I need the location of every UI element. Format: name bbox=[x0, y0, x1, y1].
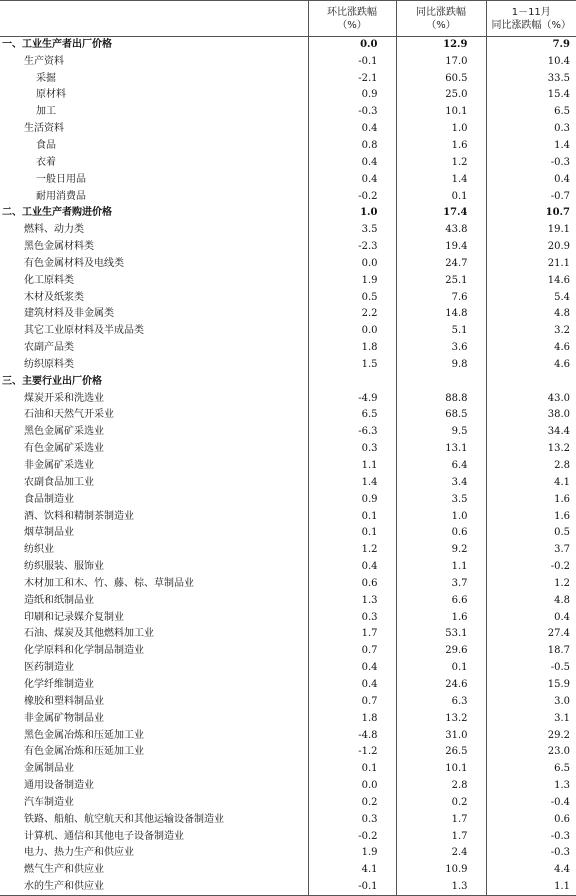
value-ytd: -0.5 bbox=[486, 660, 576, 677]
table-row bbox=[0, 104, 576, 121]
value-ytd: 10.4 bbox=[486, 53, 576, 70]
row-label: 金属制品业 bbox=[0, 761, 308, 778]
value-yoy: 53.1 bbox=[396, 626, 486, 643]
value-ytd: 3.7 bbox=[486, 542, 576, 559]
row-label: 食品 bbox=[0, 138, 308, 155]
table-row bbox=[0, 222, 576, 239]
value-mom: 0.8 bbox=[308, 138, 396, 155]
value-yoy: 2.4 bbox=[396, 845, 486, 862]
value-mom: 0.3 bbox=[308, 609, 396, 626]
value-yoy: 1.1 bbox=[396, 559, 486, 576]
row-label: 铁路、船舶、航空航天和其他运输设备制造业 bbox=[0, 811, 308, 828]
value-ytd: 29.2 bbox=[486, 727, 576, 744]
row-label: 农副食品加工业 bbox=[0, 474, 308, 491]
value-yoy: 17.4 bbox=[396, 205, 486, 222]
value-ytd: 5.4 bbox=[486, 289, 576, 306]
table-row bbox=[0, 424, 576, 441]
value-mom: 1.8 bbox=[308, 710, 396, 727]
header-mom-line1: 环比涨跌幅 bbox=[309, 6, 396, 19]
row-label: 化学纤维制造业 bbox=[0, 677, 308, 694]
value-mom: 0.0 bbox=[308, 323, 396, 340]
value-yoy: 3.5 bbox=[396, 491, 486, 508]
value-mom: 6.5 bbox=[308, 407, 396, 424]
table-body bbox=[0, 37, 576, 896]
row-label: 石油和天然气开采业 bbox=[0, 407, 308, 424]
table-row bbox=[0, 660, 576, 677]
row-label: 有色金属材料及电线类 bbox=[0, 255, 308, 272]
value-mom: 0.4 bbox=[308, 677, 396, 694]
value-yoy: 6.4 bbox=[396, 458, 486, 475]
table-row bbox=[0, 407, 576, 424]
value-ytd: 23.0 bbox=[486, 744, 576, 761]
value-ytd: 43.0 bbox=[486, 390, 576, 407]
value-mom: 4.1 bbox=[308, 862, 396, 879]
row-label: 三、主要行业出厂价格 bbox=[0, 373, 308, 390]
row-label: 生产资料 bbox=[0, 53, 308, 70]
value-ytd: 2.8 bbox=[486, 458, 576, 475]
table-row bbox=[0, 811, 576, 828]
header-blank bbox=[0, 1, 308, 37]
row-label: 燃气生产和供应业 bbox=[0, 862, 308, 879]
value-ytd: 34.4 bbox=[486, 424, 576, 441]
table-row bbox=[0, 255, 576, 272]
value-mom: 0.3 bbox=[308, 811, 396, 828]
row-label: 黑色金属冶炼和压延加工业 bbox=[0, 727, 308, 744]
value-ytd: 0.5 bbox=[486, 525, 576, 542]
value-mom: 0.0 bbox=[308, 255, 396, 272]
table-row bbox=[0, 525, 576, 542]
value-yoy: 3.6 bbox=[396, 340, 486, 357]
table-row bbox=[0, 609, 576, 626]
value-ytd: 4.6 bbox=[486, 357, 576, 374]
value-mom: 0.1 bbox=[308, 508, 396, 525]
value-yoy: 5.1 bbox=[396, 323, 486, 340]
value-mom: 1.8 bbox=[308, 340, 396, 357]
table-row bbox=[0, 491, 576, 508]
value-ytd: 6.5 bbox=[486, 104, 576, 121]
section-row bbox=[0, 373, 576, 390]
value-mom: -4.9 bbox=[308, 390, 396, 407]
value-yoy: 26.5 bbox=[396, 744, 486, 761]
table-row bbox=[0, 458, 576, 475]
table-row bbox=[0, 744, 576, 761]
value-ytd: 3.0 bbox=[486, 693, 576, 710]
row-label: 其它工业原材料及半成品类 bbox=[0, 323, 308, 340]
row-label: 纺织业 bbox=[0, 542, 308, 559]
value-ytd: -0.7 bbox=[486, 188, 576, 205]
row-label: 木材及纸浆类 bbox=[0, 289, 308, 306]
value-ytd: 4.8 bbox=[486, 306, 576, 323]
value-ytd: 27.4 bbox=[486, 626, 576, 643]
value-yoy: 68.5 bbox=[396, 407, 486, 424]
value-ytd: 0.6 bbox=[486, 811, 576, 828]
value-ytd: 3.1 bbox=[486, 710, 576, 727]
value-yoy: 1.6 bbox=[396, 138, 486, 155]
row-label: 化学原料和化学制品制造业 bbox=[0, 643, 308, 660]
table-row bbox=[0, 272, 576, 289]
table-row bbox=[0, 592, 576, 609]
value-yoy: 60.5 bbox=[396, 70, 486, 87]
header-yoy bbox=[396, 1, 486, 37]
value-ytd: 15.4 bbox=[486, 87, 576, 104]
value-yoy: 3.7 bbox=[396, 576, 486, 593]
table-row bbox=[0, 879, 576, 896]
value-yoy: 0.1 bbox=[396, 660, 486, 677]
row-label: 燃料、动力类 bbox=[0, 222, 308, 239]
table-row bbox=[0, 188, 576, 205]
row-label: 黑色金属矿采选业 bbox=[0, 424, 308, 441]
table-row bbox=[0, 306, 576, 323]
row-label: 烟草制品业 bbox=[0, 525, 308, 542]
value-yoy: 9.8 bbox=[396, 357, 486, 374]
value-ytd: -0.2 bbox=[486, 559, 576, 576]
value-mom: 0.4 bbox=[308, 154, 396, 171]
row-label: 化工原料类 bbox=[0, 272, 308, 289]
value-mom: -2.3 bbox=[308, 239, 396, 256]
value-ytd: 1.2 bbox=[486, 576, 576, 593]
row-label: 煤炭开采和洗选业 bbox=[0, 390, 308, 407]
value-mom: 1.3 bbox=[308, 592, 396, 609]
value-mom: 1.4 bbox=[308, 474, 396, 491]
row-label: 耐用消费品 bbox=[0, 188, 308, 205]
table-row bbox=[0, 542, 576, 559]
table-row bbox=[0, 323, 576, 340]
value-mom: -1.2 bbox=[308, 744, 396, 761]
row-label: 木材加工和木、竹、藤、棕、草制品业 bbox=[0, 576, 308, 593]
value-mom bbox=[308, 373, 396, 390]
table-row bbox=[0, 138, 576, 155]
value-mom: -0.2 bbox=[308, 188, 396, 205]
value-yoy: 1.2 bbox=[396, 154, 486, 171]
value-ytd: 1.4 bbox=[486, 138, 576, 155]
row-label: 石油、煤炭及其他燃料加工业 bbox=[0, 626, 308, 643]
value-yoy: 6.6 bbox=[396, 592, 486, 609]
value-yoy: 24.6 bbox=[396, 677, 486, 694]
value-ytd: 6.5 bbox=[486, 761, 576, 778]
header-ytd bbox=[486, 1, 576, 37]
row-label: 加工 bbox=[0, 104, 308, 121]
row-label: 水的生产和供应业 bbox=[0, 879, 308, 896]
row-label: 电力、热力生产和供应业 bbox=[0, 845, 308, 862]
value-yoy: 1.7 bbox=[396, 828, 486, 845]
value-yoy: 6.3 bbox=[396, 693, 486, 710]
header-ytd-line2: 同比涨跌幅（%） bbox=[487, 19, 576, 32]
value-mom: 0.3 bbox=[308, 441, 396, 458]
row-label: 印刷和记录媒介复制业 bbox=[0, 609, 308, 626]
value-ytd: -0.3 bbox=[486, 845, 576, 862]
value-yoy: 10.1 bbox=[396, 104, 486, 121]
value-ytd: 0.4 bbox=[486, 609, 576, 626]
table-row bbox=[0, 828, 576, 845]
row-label: 造纸和纸制品业 bbox=[0, 592, 308, 609]
table-row bbox=[0, 626, 576, 643]
value-mom: -0.3 bbox=[308, 104, 396, 121]
value-yoy: 17.0 bbox=[396, 53, 486, 70]
value-ytd: 20.9 bbox=[486, 239, 576, 256]
value-mom: 0.0 bbox=[308, 778, 396, 795]
header-mom-line2: （%） bbox=[309, 19, 396, 32]
table-row bbox=[0, 390, 576, 407]
table-row bbox=[0, 154, 576, 171]
header-ytd-line1: 1－11月 bbox=[487, 6, 576, 19]
table-row bbox=[0, 87, 576, 104]
table-row bbox=[0, 70, 576, 87]
table-row bbox=[0, 441, 576, 458]
value-ytd: 33.5 bbox=[486, 70, 576, 87]
table-row bbox=[0, 559, 576, 576]
value-yoy: 25.1 bbox=[396, 272, 486, 289]
value-yoy: 24.7 bbox=[396, 255, 486, 272]
table-row bbox=[0, 357, 576, 374]
value-mom: 0.2 bbox=[308, 794, 396, 811]
row-label: 农副产品类 bbox=[0, 340, 308, 357]
value-mom: 1.1 bbox=[308, 458, 396, 475]
value-yoy: 10.9 bbox=[396, 862, 486, 879]
value-ytd: 1.6 bbox=[486, 508, 576, 525]
value-yoy: 9.2 bbox=[396, 542, 486, 559]
table-row bbox=[0, 121, 576, 138]
table-row bbox=[0, 862, 576, 879]
row-label: 酒、饮料和精制茶制造业 bbox=[0, 508, 308, 525]
row-label: 汽车制造业 bbox=[0, 794, 308, 811]
row-label: 一、工业生产者出厂价格 bbox=[0, 37, 308, 54]
row-label: 一般日用品 bbox=[0, 171, 308, 188]
value-yoy: 13.2 bbox=[396, 710, 486, 727]
table-header bbox=[0, 1, 576, 37]
value-mom: 3.5 bbox=[308, 222, 396, 239]
value-yoy: 14.8 bbox=[396, 306, 486, 323]
value-yoy: 3.4 bbox=[396, 474, 486, 491]
value-ytd: 0.3 bbox=[486, 121, 576, 138]
row-label: 建筑材料及非金属类 bbox=[0, 306, 308, 323]
value-yoy: 1.0 bbox=[396, 121, 486, 138]
table-row bbox=[0, 289, 576, 306]
value-mom: 0.0 bbox=[308, 37, 396, 54]
value-mom: -0.1 bbox=[308, 879, 396, 896]
row-label: 纺织服装、服饰业 bbox=[0, 559, 308, 576]
row-label: 医药制造业 bbox=[0, 660, 308, 677]
value-mom: 0.7 bbox=[308, 693, 396, 710]
value-mom: 2.2 bbox=[308, 306, 396, 323]
table-row bbox=[0, 677, 576, 694]
value-yoy: 43.8 bbox=[396, 222, 486, 239]
value-ytd: 4.4 bbox=[486, 862, 576, 879]
value-mom: 0.4 bbox=[308, 559, 396, 576]
row-label: 通用设备制造业 bbox=[0, 778, 308, 795]
table-row bbox=[0, 576, 576, 593]
table-row bbox=[0, 508, 576, 525]
value-yoy: 1.4 bbox=[396, 171, 486, 188]
table-row bbox=[0, 845, 576, 862]
value-yoy: 29.6 bbox=[396, 643, 486, 660]
value-yoy: 0.6 bbox=[396, 525, 486, 542]
table-row bbox=[0, 727, 576, 744]
value-mom: 1.9 bbox=[308, 272, 396, 289]
value-ytd: 4.6 bbox=[486, 340, 576, 357]
value-yoy: 9.5 bbox=[396, 424, 486, 441]
value-mom: 0.4 bbox=[308, 171, 396, 188]
value-yoy: 12.9 bbox=[396, 37, 486, 54]
value-yoy: 19.4 bbox=[396, 239, 486, 256]
row-label: 有色金属矿采选业 bbox=[0, 441, 308, 458]
row-label: 非金属矿采选业 bbox=[0, 458, 308, 475]
value-mom: 1.5 bbox=[308, 357, 396, 374]
value-mom: 1.7 bbox=[308, 626, 396, 643]
header-yoy-line2: （%） bbox=[397, 19, 486, 32]
value-mom: 0.5 bbox=[308, 289, 396, 306]
value-yoy: 1.0 bbox=[396, 508, 486, 525]
value-ytd: 7.9 bbox=[486, 37, 576, 54]
value-ytd: 1.1 bbox=[486, 879, 576, 896]
header-yoy-line1: 同比涨跌幅 bbox=[397, 6, 486, 19]
value-mom: -6.3 bbox=[308, 424, 396, 441]
value-mom: -4.8 bbox=[308, 727, 396, 744]
value-yoy: 25.0 bbox=[396, 87, 486, 104]
value-yoy: 88.8 bbox=[396, 390, 486, 407]
value-ytd: 19.1 bbox=[486, 222, 576, 239]
value-mom: 0.1 bbox=[308, 525, 396, 542]
table-row bbox=[0, 643, 576, 660]
row-label: 纺织原料类 bbox=[0, 357, 308, 374]
table-row bbox=[0, 171, 576, 188]
row-label: 原材料 bbox=[0, 87, 308, 104]
value-ytd: 1.6 bbox=[486, 491, 576, 508]
header-mom bbox=[308, 1, 396, 37]
row-label: 有色金属冶炼和压延加工业 bbox=[0, 744, 308, 761]
value-yoy bbox=[396, 373, 486, 390]
row-label: 非金属矿物制品业 bbox=[0, 710, 308, 727]
table-row bbox=[0, 761, 576, 778]
value-ytd: 21.1 bbox=[486, 255, 576, 272]
value-ytd: 1.3 bbox=[486, 778, 576, 795]
table-row bbox=[0, 53, 576, 70]
value-ytd: -0.3 bbox=[486, 154, 576, 171]
value-yoy: 0.2 bbox=[396, 794, 486, 811]
row-label: 计算机、通信和其他电子设备制造业 bbox=[0, 828, 308, 845]
value-yoy: 0.1 bbox=[396, 188, 486, 205]
table-row bbox=[0, 693, 576, 710]
row-label: 生活资料 bbox=[0, 121, 308, 138]
value-ytd: 38.0 bbox=[486, 407, 576, 424]
value-mom: 1.2 bbox=[308, 542, 396, 559]
value-ytd: 4.1 bbox=[486, 474, 576, 491]
value-mom: 0.9 bbox=[308, 87, 396, 104]
value-mom: 1.9 bbox=[308, 845, 396, 862]
value-yoy: 10.1 bbox=[396, 761, 486, 778]
table-row bbox=[0, 239, 576, 256]
value-ytd bbox=[486, 373, 576, 390]
row-label: 橡胶和塑料制品业 bbox=[0, 693, 308, 710]
value-ytd: 13.2 bbox=[486, 441, 576, 458]
row-label: 食品制造业 bbox=[0, 491, 308, 508]
value-ytd: 0.4 bbox=[486, 171, 576, 188]
table-row bbox=[0, 474, 576, 491]
value-ytd: 15.9 bbox=[486, 677, 576, 694]
value-mom: -0.2 bbox=[308, 828, 396, 845]
table-row bbox=[0, 710, 576, 727]
value-ytd: -0.4 bbox=[486, 794, 576, 811]
value-mom: 0.4 bbox=[308, 121, 396, 138]
value-mom: -0.1 bbox=[308, 53, 396, 70]
value-mom: 0.7 bbox=[308, 643, 396, 660]
value-ytd: 14.6 bbox=[486, 272, 576, 289]
value-yoy: 13.1 bbox=[396, 441, 486, 458]
value-ytd: -0.3 bbox=[486, 828, 576, 845]
value-yoy: 2.8 bbox=[396, 778, 486, 795]
value-yoy: 7.6 bbox=[396, 289, 486, 306]
value-mom: 0.4 bbox=[308, 660, 396, 677]
value-yoy: 1.3 bbox=[396, 879, 486, 896]
row-label: 黑色金属材料类 bbox=[0, 239, 308, 256]
row-label: 衣着 bbox=[0, 154, 308, 171]
row-label: 采掘 bbox=[0, 70, 308, 87]
value-ytd: 10.7 bbox=[486, 205, 576, 222]
value-ytd: 18.7 bbox=[486, 643, 576, 660]
value-yoy: 31.0 bbox=[396, 727, 486, 744]
section-row bbox=[0, 37, 576, 54]
table-row bbox=[0, 340, 576, 357]
value-ytd: 4.8 bbox=[486, 592, 576, 609]
value-yoy: 1.7 bbox=[396, 811, 486, 828]
section-row bbox=[0, 205, 576, 222]
value-mom: 0.1 bbox=[308, 761, 396, 778]
value-mom: 0.9 bbox=[308, 491, 396, 508]
table-row bbox=[0, 778, 576, 795]
value-mom: 0.6 bbox=[308, 576, 396, 593]
row-label: 二、工业生产者购进价格 bbox=[0, 205, 308, 222]
value-ytd: 3.2 bbox=[486, 323, 576, 340]
table-row bbox=[0, 794, 576, 811]
value-mom: -2.1 bbox=[308, 70, 396, 87]
value-yoy: 1.6 bbox=[396, 609, 486, 626]
value-mom: 1.0 bbox=[308, 205, 396, 222]
